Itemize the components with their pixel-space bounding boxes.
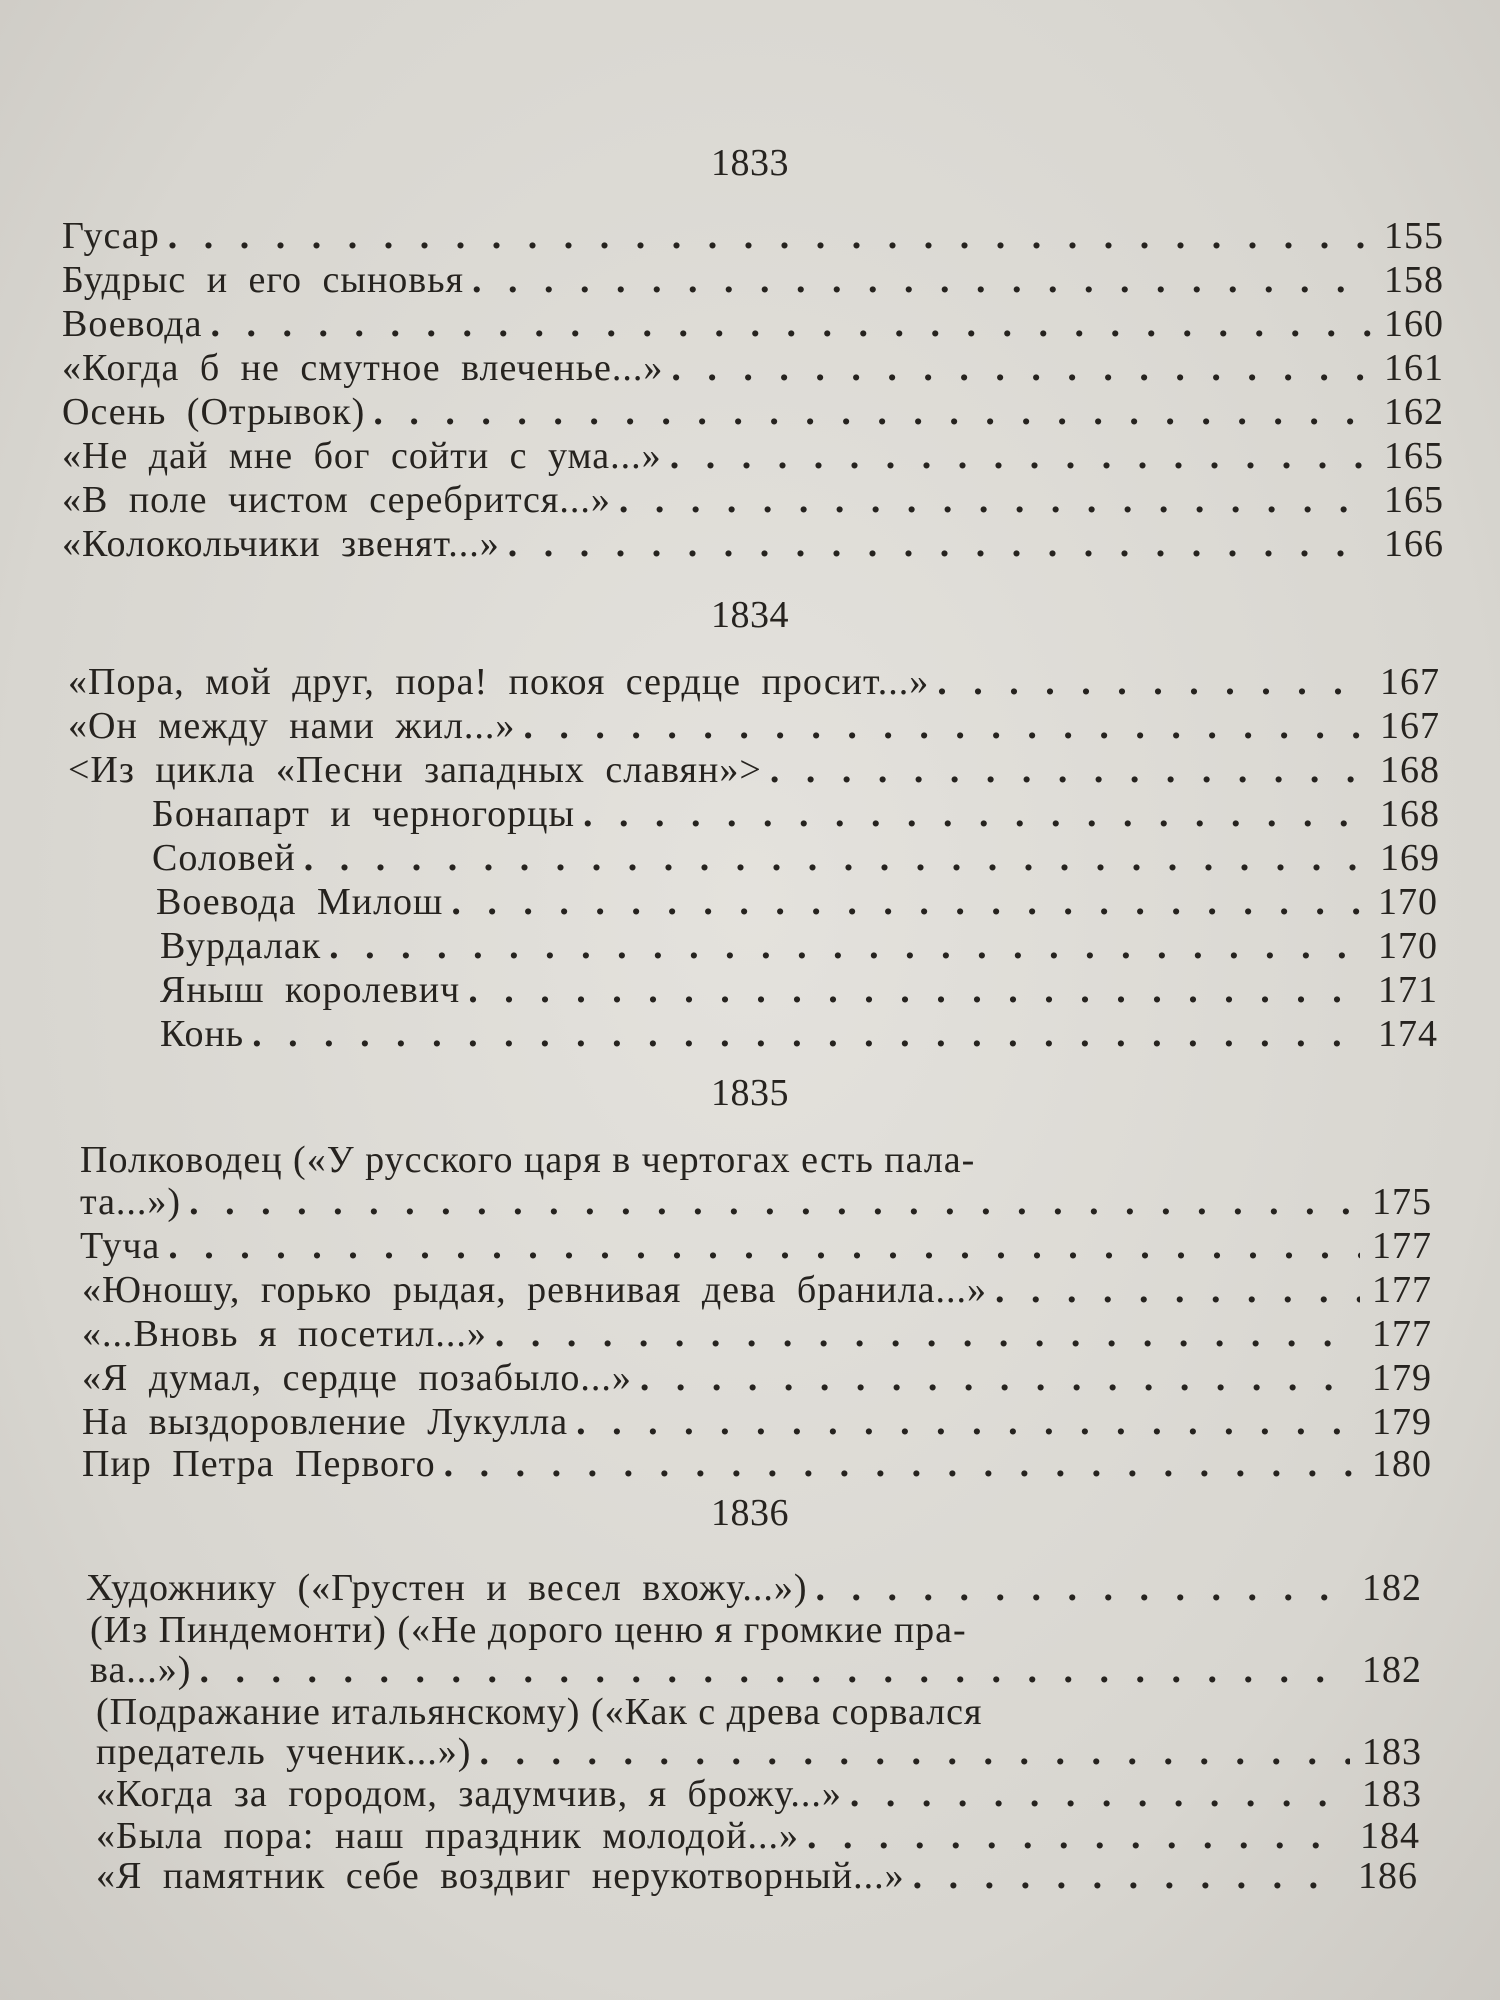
entry-title: «Он между нами жил...» [68, 705, 516, 747]
leader-dots [807, 1814, 1348, 1858]
entry-page: 170 [1378, 881, 1438, 923]
entry-title: «Была пора: наш праздник молодой...» [96, 1815, 799, 1857]
entry-title: Воевода Милош [156, 881, 444, 923]
toc-entry [80, 1224, 1432, 1268]
entry-page: 179 [1372, 1401, 1432, 1443]
entry-title: «Я памятник себе воздвиг нерукотворный...» [96, 1855, 905, 1897]
leader-dots [508, 522, 1372, 566]
entry-title: ва...») [90, 1649, 192, 1691]
entry-title-line1: Полководец («У русского царя в чертогах есть пала- [80, 1139, 976, 1181]
entry-title: Бонапарт и черногорцы [152, 793, 575, 835]
toc-entry [68, 704, 1440, 748]
toc-entry [62, 346, 1444, 390]
year-heading: 1836 [711, 1492, 789, 1534]
leader-dots [670, 434, 1372, 478]
entry-title: «В поле чистом серебрится...» [62, 479, 611, 521]
leader-dots [770, 748, 1368, 792]
toc-entry [82, 1312, 1432, 1356]
toc-entry [62, 478, 1444, 522]
entry-title: «Когда б не смутное влеченье...» [62, 347, 664, 389]
entry-page: 168 [1380, 793, 1440, 835]
entry-page: 167 [1380, 705, 1440, 747]
entry-page: 182 [1362, 1649, 1422, 1691]
leader-dots [304, 836, 1368, 880]
year-heading: 1834 [711, 594, 789, 636]
entry-title: «Юношу, горько рыдая, ревнивая дева бранила...» [82, 1269, 988, 1311]
leader-dots [995, 1268, 1360, 1312]
entry-title-line1: (Подражание итальянскому) («Как с древа сорвался [96, 1691, 983, 1733]
leader-dots [210, 302, 1372, 346]
entry-title: Осень (Отрывок) [62, 391, 366, 433]
entry-title: Гусар [62, 215, 160, 257]
entry-title: <Из цикла «Песни западных славян»> [68, 749, 762, 791]
entry-title: Вурдалак [160, 925, 322, 967]
entry-title: Конь [160, 1013, 245, 1055]
toc-entry [82, 1268, 1432, 1312]
entry-title: Пир Петра Первого [82, 1443, 436, 1485]
entry-title: «Колокольчики звенят...» [62, 523, 500, 565]
leader-dots [189, 1180, 1360, 1224]
toc-entry [62, 302, 1444, 346]
leader-dots [252, 1012, 1366, 1056]
toc-entry [160, 968, 1438, 1012]
entry-page: 177 [1372, 1225, 1432, 1267]
entry-title: та...») [80, 1181, 182, 1223]
leader-dots [583, 792, 1368, 836]
leader-dots [168, 1224, 1360, 1268]
toc-entry [90, 1648, 1422, 1692]
entry-page: 183 [1362, 1731, 1422, 1773]
entry-page: 168 [1380, 749, 1440, 791]
leader-dots [913, 1854, 1346, 1898]
leader-dots [937, 660, 1368, 704]
toc-entry [152, 836, 1440, 880]
toc-entry [156, 880, 1438, 924]
toc-entry [96, 1730, 1422, 1774]
entry-page: 174 [1378, 1013, 1438, 1055]
toc-entry [68, 660, 1440, 704]
toc-entry [62, 522, 1444, 566]
entry-page: 158 [1384, 259, 1444, 301]
entry-page: 155 [1384, 215, 1444, 257]
entry-title: Туча [80, 1225, 161, 1267]
entry-page: 169 [1380, 837, 1440, 879]
toc-entry [62, 258, 1444, 302]
entry-page: 167 [1380, 661, 1440, 703]
entry-title: Художнику («Грустен и весел вхожу...») [86, 1567, 808, 1609]
entry-title: «...Вновь я посетил...» [82, 1313, 487, 1355]
entry-title: «Не дай мне бог сойти с ума...» [62, 435, 662, 477]
year-heading: 1835 [711, 1072, 789, 1114]
entry-title: На выздоровление Лукулла [82, 1401, 569, 1443]
toc-entry [160, 924, 1438, 968]
toc-entry [62, 390, 1444, 434]
year-heading: 1833 [711, 142, 789, 184]
entry-page: 161 [1384, 347, 1444, 389]
toc-entry [62, 214, 1444, 258]
entry-page: 186 [1358, 1855, 1418, 1897]
entry-page: 184 [1360, 1815, 1420, 1857]
leader-dots [329, 924, 1366, 968]
leader-dots [479, 1730, 1350, 1774]
entry-title: Воевода [62, 303, 203, 345]
entry-title: Яныш королевич [160, 969, 461, 1011]
leader-dots [850, 1772, 1350, 1816]
entry-title: «Пора, мой друг, пора! покоя сердце просит...» [68, 661, 930, 703]
toc-entry [86, 1566, 1422, 1610]
entry-page: 177 [1372, 1269, 1432, 1311]
leader-dots [671, 346, 1372, 390]
entry-page: 175 [1372, 1181, 1432, 1223]
leader-dots [444, 1442, 1360, 1486]
entry-title: «Я думал, сердце позабыло...» [82, 1357, 632, 1399]
leader-dots [373, 390, 1372, 434]
entry-page: 165 [1384, 479, 1444, 521]
toc-entry [68, 748, 1440, 792]
toc-entry [82, 1356, 1432, 1400]
toc-entry [96, 1772, 1422, 1816]
entry-title: предатель ученик...») [96, 1731, 472, 1773]
entry-title: «Когда за городом, задумчив, я брожу...» [96, 1773, 842, 1815]
leader-dots [451, 880, 1366, 924]
toc-entry [62, 434, 1444, 478]
entry-page: 171 [1378, 969, 1438, 1011]
entry-page: 166 [1384, 523, 1444, 565]
entry-title: Соловей [152, 837, 296, 879]
entry-page: 179 [1372, 1357, 1432, 1399]
leader-dots [640, 1356, 1360, 1400]
entry-page: 177 [1372, 1313, 1432, 1355]
leader-dots [168, 214, 1372, 258]
entry-page: 162 [1384, 391, 1444, 433]
entry-title: Будрыс и его сыновья [62, 259, 465, 301]
leader-dots [199, 1648, 1350, 1692]
toc-entry [82, 1400, 1432, 1444]
entry-page: 170 [1378, 925, 1438, 967]
leader-dots [472, 258, 1372, 302]
entry-title-line1: (Из Пиндемонти) («Не дорого ценю я громкие пра- [90, 1609, 967, 1651]
entry-page: 160 [1384, 303, 1444, 345]
leader-dots [576, 1400, 1360, 1444]
entry-page: 180 [1372, 1443, 1432, 1485]
toc-entry [96, 1814, 1420, 1858]
leader-dots [619, 478, 1372, 522]
toc-entry [96, 1854, 1418, 1898]
leader-dots [523, 704, 1368, 748]
entry-page: 165 [1384, 435, 1444, 477]
leader-dots [468, 968, 1366, 1012]
leader-dots [495, 1312, 1360, 1356]
toc-entry [80, 1180, 1432, 1224]
toc-entry [160, 1012, 1438, 1056]
toc-entry [82, 1442, 1432, 1486]
leader-dots [816, 1566, 1350, 1610]
entry-page: 182 [1362, 1567, 1422, 1609]
toc-entry [152, 792, 1440, 836]
entry-page: 183 [1362, 1773, 1422, 1815]
